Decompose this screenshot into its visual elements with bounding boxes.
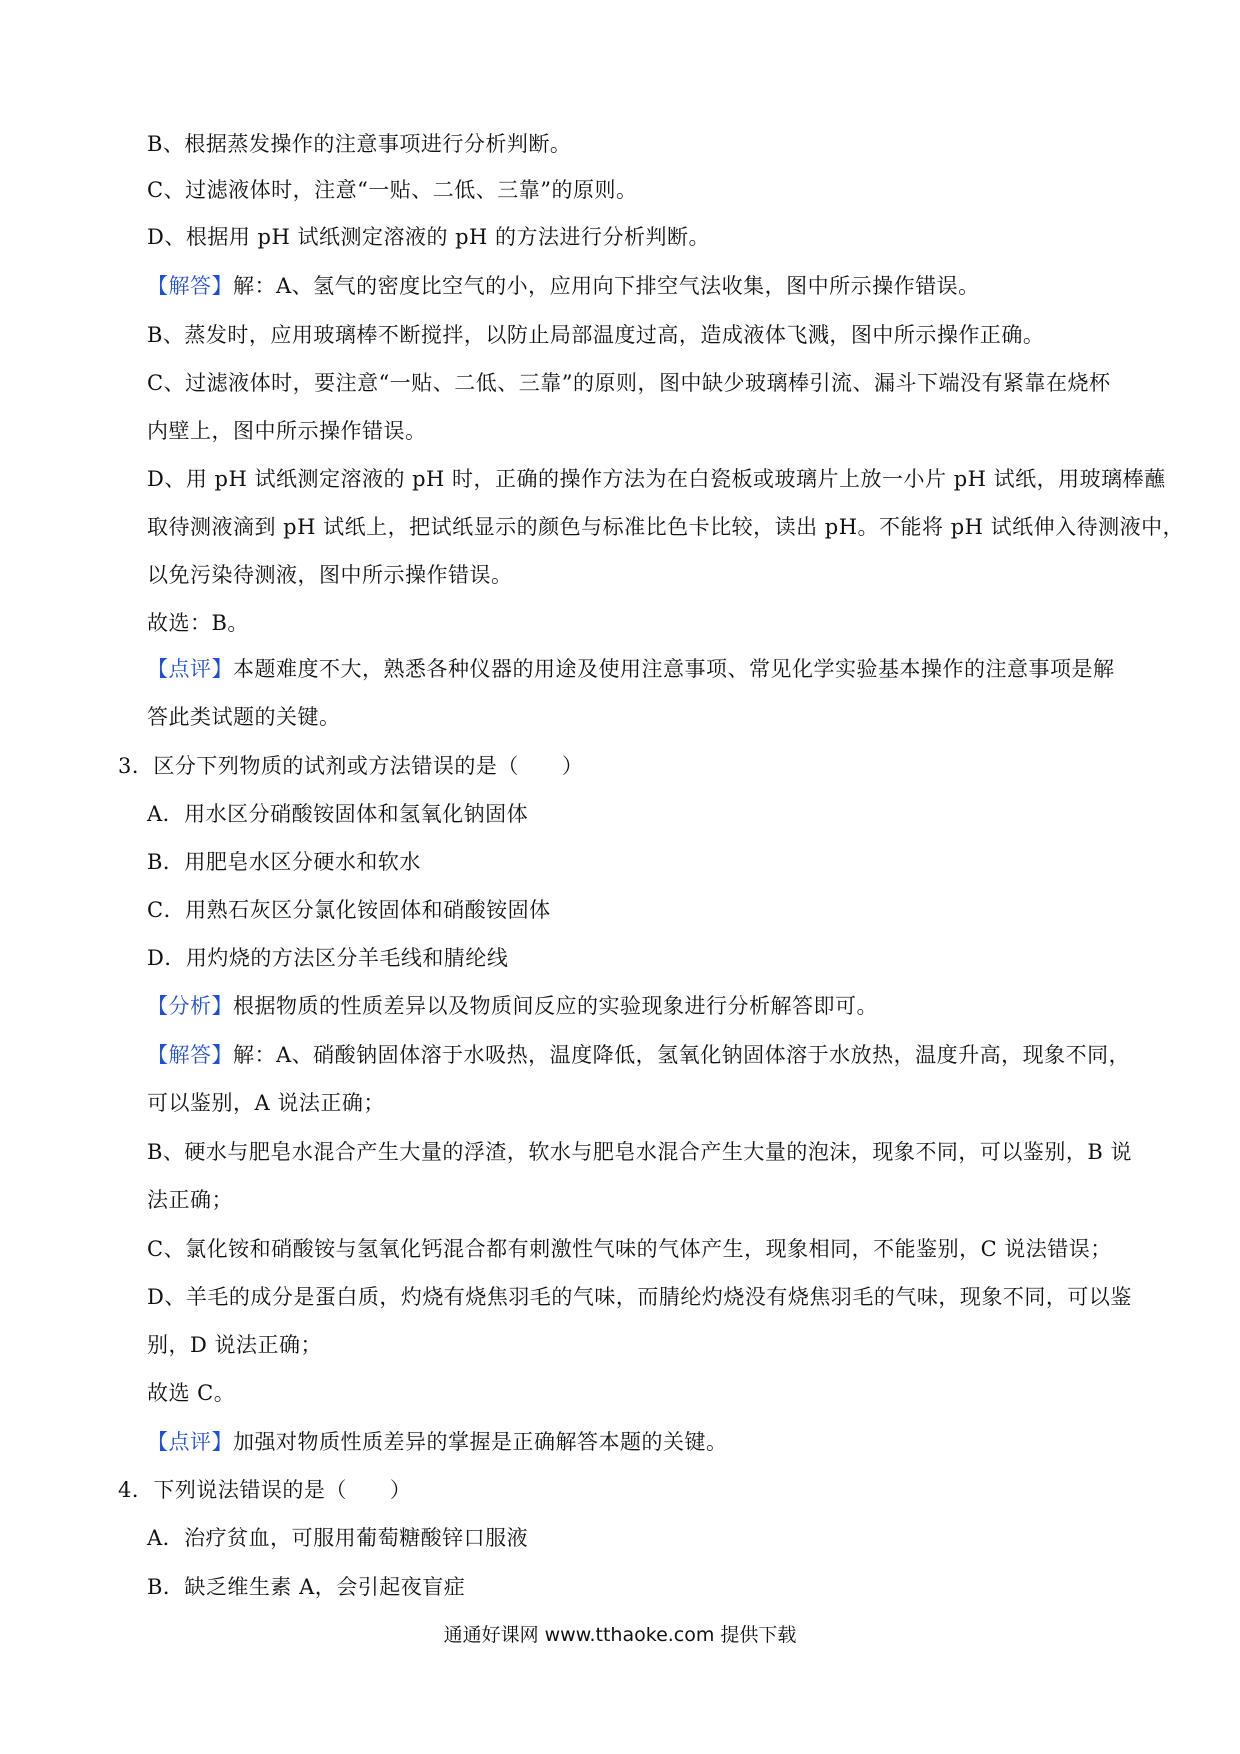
question-line <box>118 1476 411 1504</box>
text-line <box>147 1138 1132 1166</box>
text-line <box>147 321 1044 349</box>
line-text: 本题难度不大，熟悉各种仪器的用途及使用注意事项、常见化学实验基本操作的注意事项是解 <box>233 657 1115 681</box>
line-text: B、根据蒸发操作的注意事项进行分析判断。 <box>147 132 572 156</box>
line-text: 故选 C。 <box>147 1381 236 1405</box>
line-text: B、蒸发时，应用玻璃棒不断搅拌，以防止局部温度过高，造成液体飞溅，图中所示操作正确。 <box>147 323 1045 347</box>
line-text: D．用灼烧的方法区分羊毛线和腈纶线 <box>147 946 509 970</box>
line-text: 加强对物质性质差异的掌握是正确解答本题的关键。 <box>233 1430 728 1454</box>
text-line <box>147 513 1184 541</box>
text-line <box>147 655 1115 683</box>
text-line <box>147 944 508 972</box>
line-text: D、用 pH 试纸测定溶液的 pH 时，正确的操作方法为在白瓷板或玻璃片上放一小片 pH 试纸，用玻璃棒蘸 <box>147 467 1166 491</box>
text-line <box>147 1524 528 1552</box>
line-text: 根据物质的性质差异以及物质间反应的实验现象进行分析解答即可。 <box>233 994 878 1018</box>
line-text: 别，D 说法正确； <box>147 1333 323 1357</box>
text-line <box>147 417 427 445</box>
line-text: 内壁上，图中所示操作错误。 <box>147 419 427 443</box>
text-line <box>147 223 710 251</box>
text-line <box>147 272 980 300</box>
section-tag: 【解答】 <box>147 274 233 298</box>
line-text: B．缺乏维生素 A，会引起夜盲症 <box>147 1575 466 1599</box>
section-tag: 【解答】 <box>147 1043 233 1067</box>
text-line <box>147 1331 322 1359</box>
line-text: 故选：B。 <box>147 611 249 635</box>
text-line <box>147 1428 728 1456</box>
line-text: C．用熟石灰区分氯化铵固体和硝酸铵固体 <box>147 898 551 922</box>
text-line <box>147 1186 233 1214</box>
line-text: 4．下列说法错误的是（ ） <box>118 1478 412 1502</box>
text-line <box>147 896 551 924</box>
line-text: D、根据用 pH 试纸测定溶液的 pH 的方法进行分析判断。 <box>147 225 711 249</box>
line-text: C、氯化铵和硝酸铵与氢氧化钙混合都有刺激性气味的气体产生，现象相同，不能鉴别，C 说法错误； <box>147 1237 1112 1261</box>
line-text: 3．区分下列物质的试剂或方法错误的是（ ） <box>118 754 584 778</box>
text-line <box>147 848 421 876</box>
line-text: 解：A、硝酸钠固体溶于水吸热，温度降低，氢氧化钠固体溶于水放热，温度升高，现象不同， <box>233 1043 1131 1067</box>
line-text: A．治疗贫血，可服用葡萄糖酸锌口服液 <box>147 1526 529 1550</box>
text-line <box>147 703 341 731</box>
text-line <box>147 130 571 158</box>
line-text: C、过滤液体时，要注意“一贴、二低、三靠”的原则，图中缺少玻璃棒引流、漏斗下端没有紧靠在烧杯 <box>147 371 1111 395</box>
text-line <box>147 992 878 1020</box>
section-tag: 【点评】 <box>147 1430 233 1454</box>
text-line <box>147 561 513 589</box>
line-text: 答此类试题的关键。 <box>147 705 341 729</box>
text-line <box>147 609 249 637</box>
text-line <box>147 1283 1132 1311</box>
text-line <box>147 1235 1112 1263</box>
text-line <box>147 176 638 204</box>
text-line <box>147 369 1111 397</box>
line-text: A．用水区分硝酸铵固体和氢氧化钠固体 <box>147 802 529 826</box>
line-text: B．用肥皂水区分硬水和软水 <box>147 850 421 874</box>
text-line <box>147 1041 1130 1069</box>
line-text: 解：A、氢气的密度比空气的小，应用向下排空气法收集，图中所示操作错误。 <box>233 274 980 298</box>
section-tag: 【分析】 <box>147 994 233 1018</box>
line-text: 可以鉴别，A 说法正确； <box>147 1091 385 1115</box>
line-text: 以免污染待测液，图中所示操作错误。 <box>147 563 513 587</box>
text-line <box>147 800 528 828</box>
line-text: D、羊毛的成分是蛋白质，灼烧有烧焦羽毛的气味，而腈纶灼烧没有烧焦羽毛的气味，现象不同，可以鉴 <box>147 1285 1132 1309</box>
line-text: 法正确； <box>147 1188 233 1212</box>
page-footer: 通通好课网 www.tthaoke.com 提供下载 <box>443 1624 797 1646</box>
line-text: C、过滤液体时，注意“一贴、二低、三靠”的原则。 <box>147 178 638 202</box>
text-line <box>147 1379 235 1407</box>
text-line <box>147 1573 465 1601</box>
line-text: 取待测液滴到 pH 试纸上，把试纸显示的颜色与标准比色卡比较，读出 pH。不能将 pH 试纸伸入待测液中， <box>147 515 1185 539</box>
question-line <box>118 752 583 780</box>
text-line <box>147 465 1166 493</box>
text-line <box>147 1089 385 1117</box>
line-text: B、硬水与肥皂水混合产生大量的浮渣，软水与肥皂水混合产生大量的泡沫，现象不同，可以鉴别，B 说 <box>147 1140 1133 1164</box>
section-tag: 【点评】 <box>147 657 233 681</box>
